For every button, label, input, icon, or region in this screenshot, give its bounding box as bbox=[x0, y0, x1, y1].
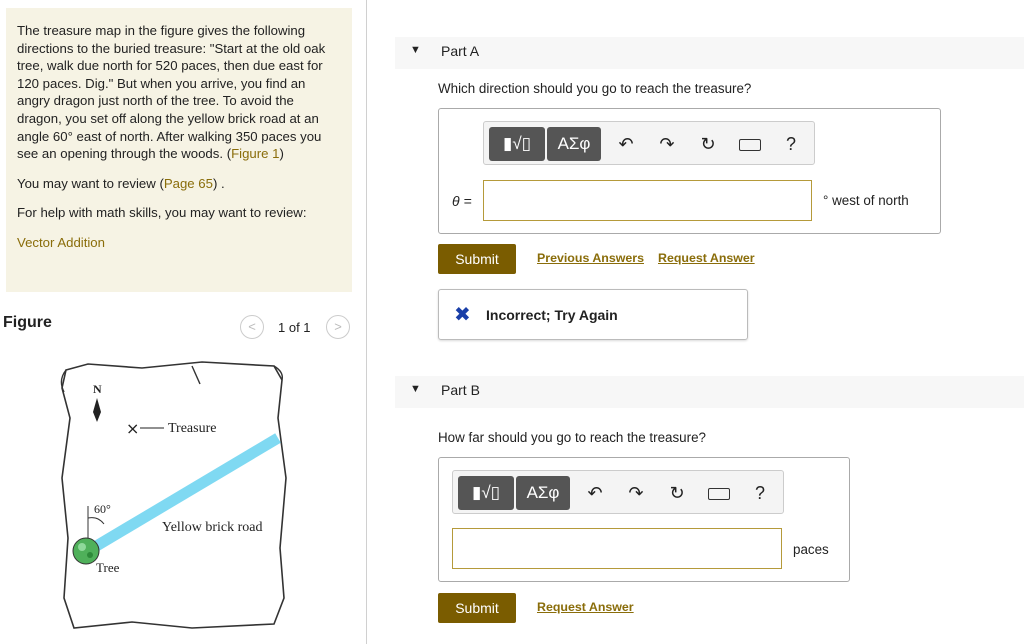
treasure-label: Treasure bbox=[168, 421, 217, 436]
theta-label: θ = bbox=[452, 193, 472, 209]
part-b-header[interactable] bbox=[395, 376, 1024, 408]
angle-label: 60° bbox=[94, 502, 111, 516]
part-b-input[interactable] bbox=[452, 528, 782, 569]
previous-answers-link[interactable]: Previous Answers bbox=[537, 251, 644, 265]
part-a-toolbar bbox=[483, 121, 815, 165]
reset-icon[interactable]: ↻ bbox=[700, 134, 716, 154]
vector-addition-link[interactable]: Vector Addition bbox=[17, 234, 105, 250]
part-b-answer-box bbox=[438, 457, 850, 582]
part-b-submit-button[interactable]: Submit bbox=[438, 593, 516, 623]
redo-icon[interactable]: ↷ bbox=[659, 134, 675, 154]
part-b-label: Part B bbox=[441, 382, 480, 398]
next-figure-button[interactable]: > bbox=[326, 315, 350, 339]
help-icon[interactable]: ? bbox=[785, 134, 796, 154]
greek-symbols-button[interactable]: ΑΣφ bbox=[547, 127, 601, 161]
part-a-request-answer-link[interactable]: Request Answer bbox=[658, 251, 755, 265]
help-icon[interactable]: ? bbox=[754, 483, 765, 503]
part-b-request-answer-link[interactable]: Request Answer bbox=[537, 600, 634, 614]
road-label: Yellow brick road bbox=[162, 520, 263, 535]
right-panel bbox=[368, 0, 1024, 644]
part-b-unit: paces bbox=[793, 542, 829, 557]
keyboard-icon[interactable] bbox=[739, 139, 761, 151]
collapse-triangle-icon[interactable]: ▼ bbox=[410, 44, 421, 56]
review-text: You may want to review ( bbox=[17, 175, 164, 191]
treasure-x-icon: × bbox=[126, 419, 140, 438]
incorrect-icon: ✖ bbox=[454, 304, 471, 326]
left-panel bbox=[0, 0, 367, 644]
tree-label: Tree bbox=[96, 560, 120, 575]
greek-symbols-button[interactable]: ΑΣφ bbox=[516, 476, 570, 510]
part-a-submit-button[interactable]: Submit bbox=[438, 244, 516, 274]
part-a-input[interactable] bbox=[483, 180, 812, 221]
part-a-header[interactable] bbox=[395, 37, 1024, 69]
problem-text: The treasure map in the figure gives the following directions to the buried treasure: "Start at the old oak tree, walk due north for 520 paces, then due east for 120 paces. Dig." But when you arrive, you find an angry dragon just north of the tree. To avoid the dragon, you set off along the yellow brick road at an angle 60° east of north. After walking 350 paces you see an opening through the woods. ( bbox=[17, 23, 326, 162]
part-b-question: How far should you go to reach the treasure? bbox=[438, 430, 706, 445]
north-label: N bbox=[93, 382, 102, 396]
part-a-label: Part A bbox=[441, 43, 480, 59]
help-text: For help with math skills, you may want to review: bbox=[17, 205, 307, 221]
problem-statement bbox=[6, 8, 352, 292]
collapse-triangle-icon[interactable]: ▼ bbox=[410, 383, 421, 395]
treasure-map-figure bbox=[52, 358, 292, 634]
review-end: ) . bbox=[212, 175, 225, 191]
templates-button[interactable]: ▮√▯ bbox=[458, 476, 514, 510]
part-b-toolbar bbox=[452, 470, 784, 514]
reset-icon[interactable]: ↻ bbox=[669, 483, 685, 503]
figure-count: 1 of 1 bbox=[278, 320, 311, 335]
figure-heading: Figure bbox=[3, 314, 52, 331]
page-link[interactable]: Page 65 bbox=[163, 175, 213, 191]
keyboard-icon[interactable] bbox=[708, 488, 730, 500]
figure-pager bbox=[240, 315, 352, 341]
undo-icon[interactable]: ↶ bbox=[587, 483, 603, 503]
templates-button[interactable]: ▮√▯ bbox=[489, 127, 545, 161]
feedback-box bbox=[438, 289, 748, 340]
problem-text-end: ) bbox=[279, 146, 284, 162]
undo-icon[interactable]: ↶ bbox=[618, 134, 634, 154]
figure-link[interactable]: Figure 1 bbox=[231, 146, 280, 162]
prev-figure-button[interactable]: < bbox=[240, 315, 264, 339]
part-a-question: Which direction should you go to reach the treasure? bbox=[438, 81, 752, 96]
redo-icon[interactable]: ↷ bbox=[628, 483, 644, 503]
feedback-text: Incorrect; Try Again bbox=[486, 307, 618, 323]
part-a-answer-box bbox=[438, 108, 941, 234]
part-a-unit: ° west of north bbox=[823, 193, 909, 208]
